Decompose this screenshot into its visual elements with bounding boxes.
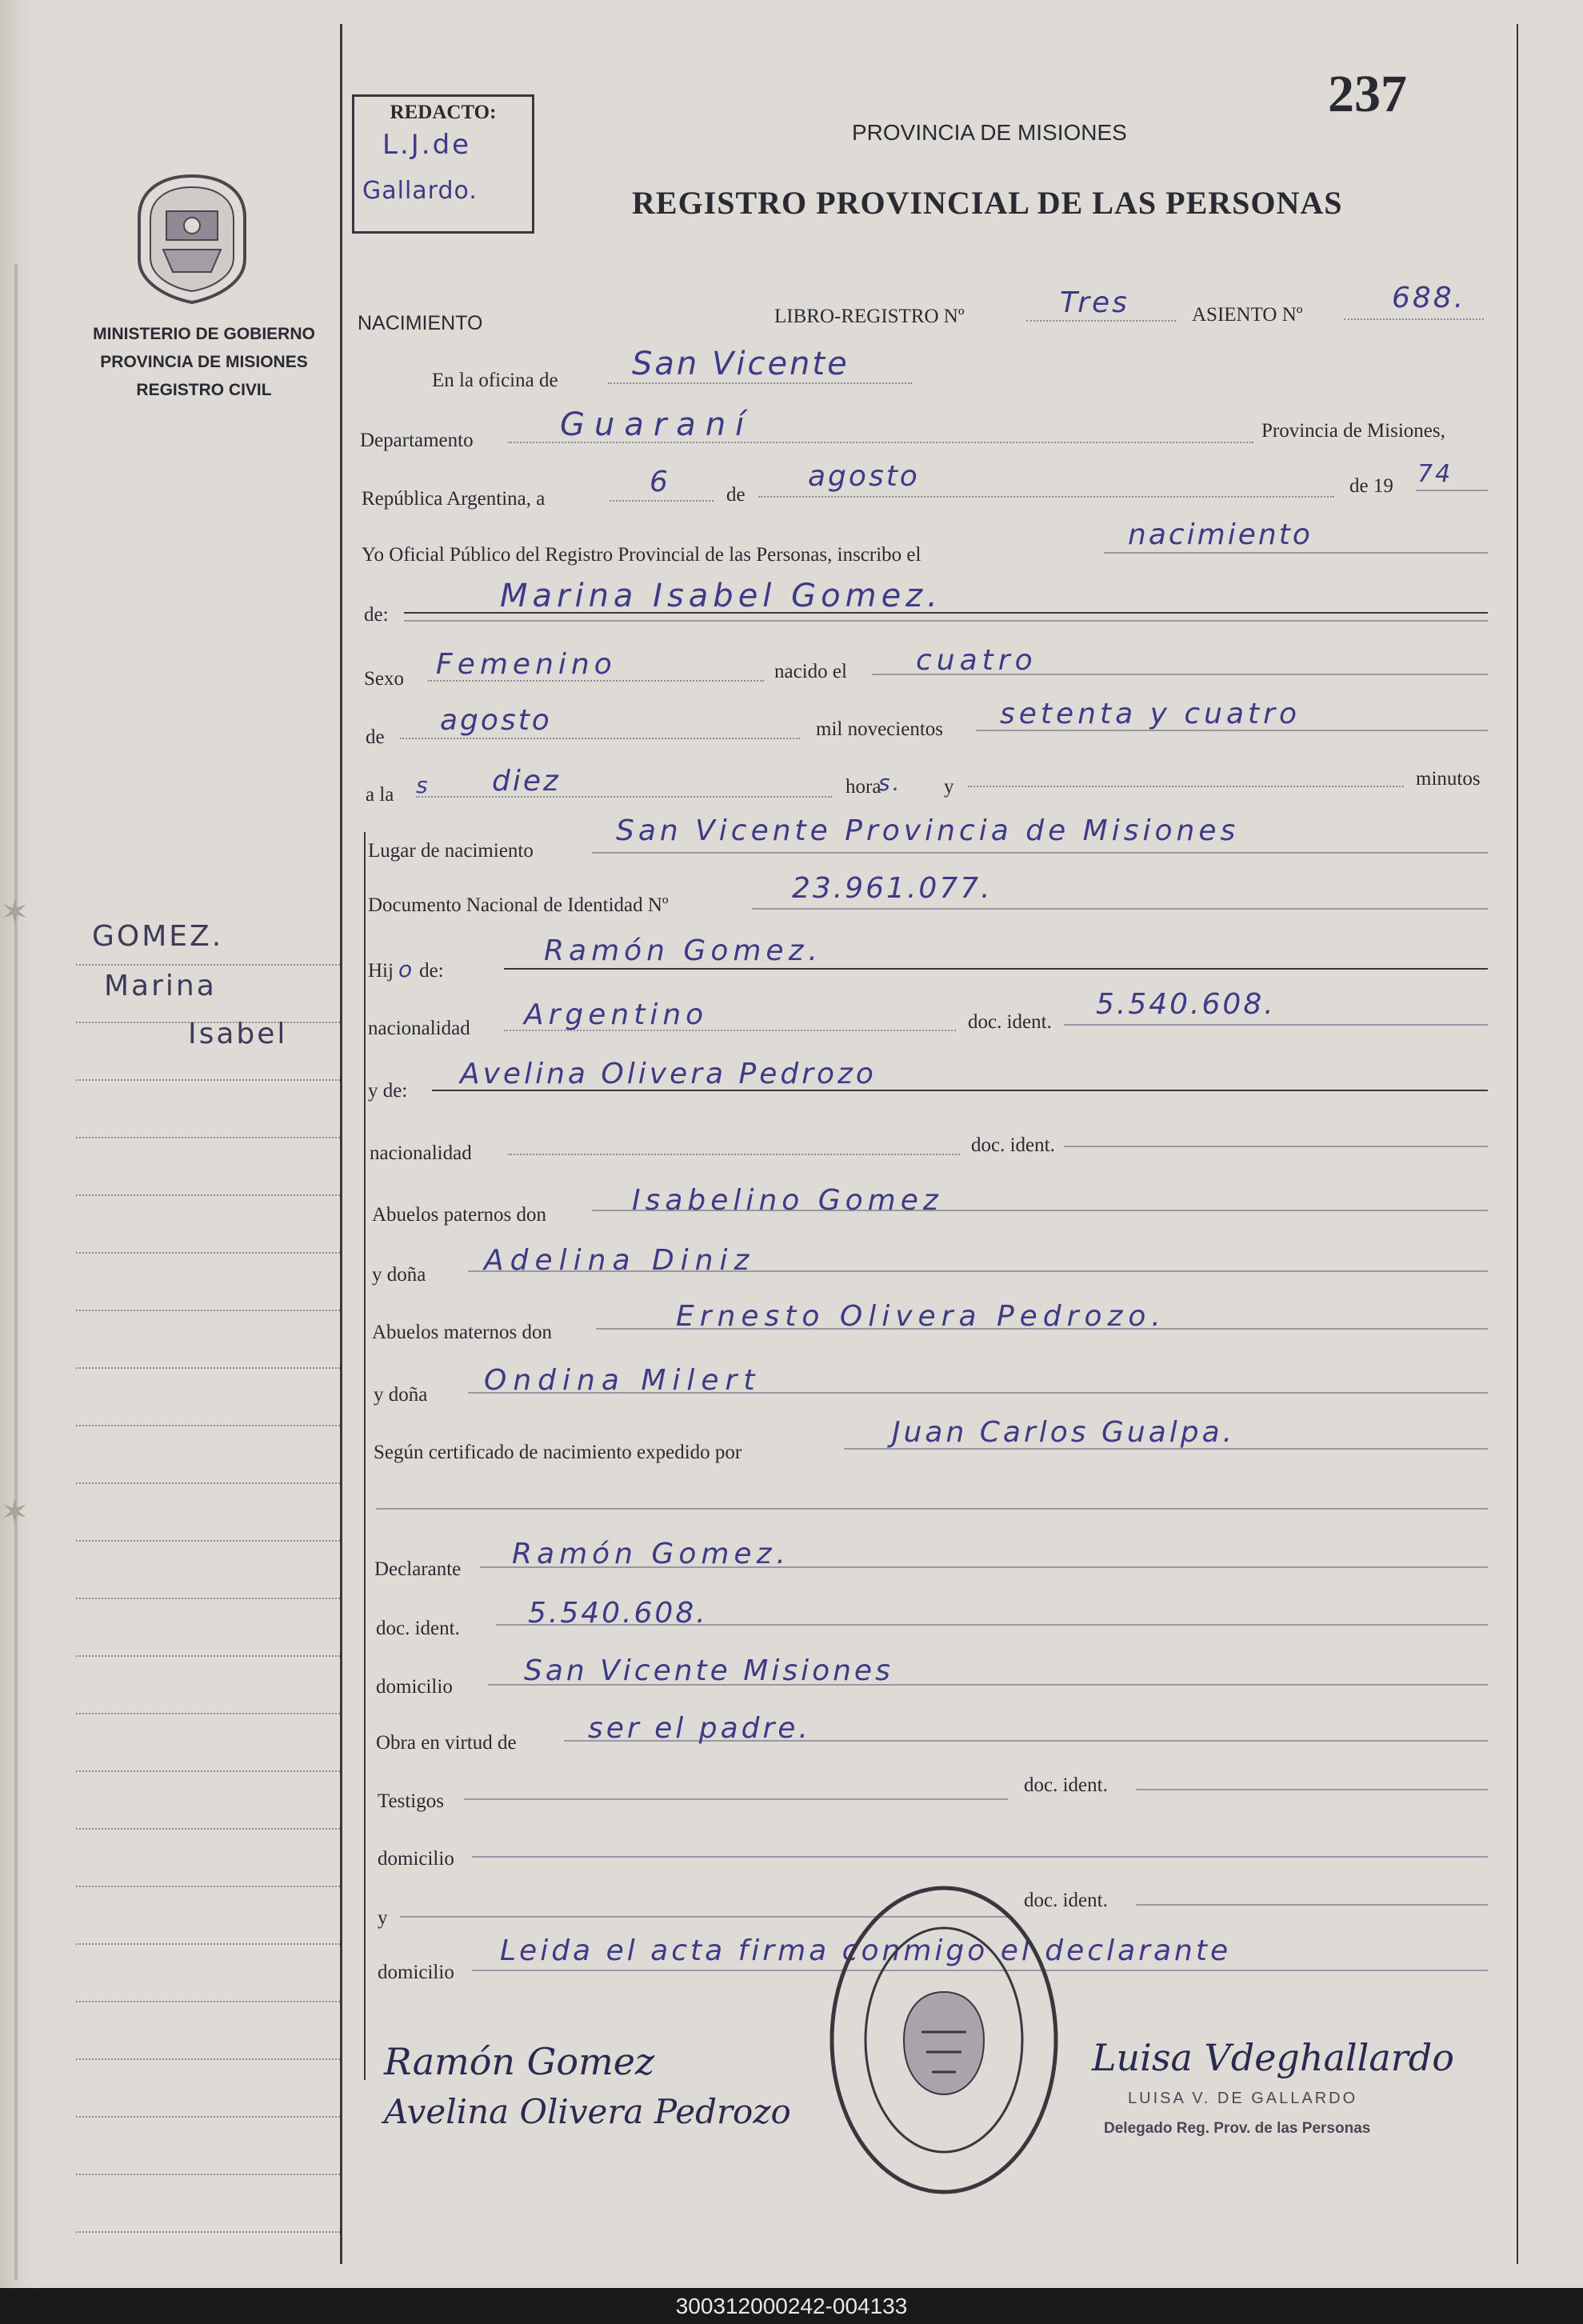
label-de-colon: de: [364,604,389,626]
value-nombre: Marina Isabel Gomez. [500,578,942,614]
redacto-line2: Gallardo. [362,177,478,205]
margin-ruling-line [76,1194,340,1196]
value-asiento: 688. [1392,282,1466,314]
fill-line [610,500,714,502]
value-obra: ser el padre. [588,1712,811,1745]
margin-ruling-line [76,2174,340,2175]
fill-line [472,1856,1488,1858]
fill-line [1136,1904,1488,1906]
label-hij-text: Hij [368,960,394,982]
label-segun: Según certificado de nacimiento expedido por [374,1442,742,1463]
signature-mother: Avelina Olivera Pedrozo [384,2092,791,2131]
fill-line [508,1154,960,1155]
label-hij-de: de: [419,960,444,982]
value-anio: 74 [1417,460,1453,488]
label-sexo: Sexo [364,668,404,690]
value-doc-declarante: 5.540.608. [528,1597,708,1630]
label-y-de: y de: [368,1080,408,1102]
value-hora: diez [492,765,561,798]
fill-line [376,1508,1488,1510]
fill-line [1104,552,1488,554]
value-hora-s: s. [878,770,902,796]
margin-ruling-line [76,1713,340,1714]
label-asiento: ASIENTO Nº [1192,304,1303,326]
redacto-title: REDACTO: [390,102,497,123]
label-ala: a la [366,784,394,806]
margin-ruling-line [76,1655,340,1657]
margin-ruling-line [76,1137,340,1138]
redacto-box [352,94,534,234]
label-departamento: Departamento [360,430,474,451]
value-dia: 6 [650,466,670,498]
label-hora: hora [845,776,881,798]
margin-middle-name: Isabel [188,1018,288,1050]
margin-ruling-line [76,1310,340,1311]
margin-ruling-line [76,1598,340,1599]
fill-line [464,1798,1008,1800]
value-anio-nac: setenta y cuatro [1000,698,1301,730]
official-name: LUISA V. DE GALLARDO [1128,2090,1358,2107]
margin-ruling-line [76,1886,340,1887]
binding-cord [14,264,18,2280]
fill-line [1064,1024,1488,1026]
ministry-heading [56,320,352,404]
fill-line [1064,1146,1488,1147]
label-lugar: Lugar de nacimiento [368,840,534,862]
label-declarante: Declarante [374,1558,462,1580]
value-inscribe: nacimiento [1128,518,1313,551]
province-heading: PROVINCIA DE MISIONES [852,120,1127,145]
label-doc-ident5: doc. ident. [1024,1890,1108,1911]
label-documento: Documento Nacional de Identidad Nº [368,894,669,916]
form-left-border [364,832,366,2080]
margin-ruling-line [76,2231,340,2233]
label-domicilio: domicilio [376,1676,453,1698]
binding-staple: ✶ [0,1492,30,1533]
redacto-line1: L.J.de [382,129,472,161]
margin-divider [340,24,342,2264]
value-abuelo-pat: Isabelino Gomez [632,1184,943,1217]
margin-ruling-line [76,1770,340,1772]
margin-first-name: Marina [104,970,217,1002]
fill-line [400,738,800,739]
label-nacionalidad2: nacionalidad [370,1142,472,1164]
fill-line [1344,318,1484,320]
fill-line [504,968,1488,970]
margin-ruling-line [76,2116,340,2118]
binding-spine [0,0,38,2288]
fill-line [752,908,1488,910]
fill-line [1416,490,1488,491]
signature-official: Luisa Vdeghallardo [1092,2036,1454,2079]
value-dni: 23.961.077. [792,872,993,905]
margin-ruling-line [76,2058,340,2060]
margin-ruling-line [76,1425,340,1426]
value-oficina: San Vicente [632,346,849,382]
ministry-line: MINISTERIO DE GOBIERNO [93,325,315,343]
label-nacimiento: NACIMIENTO [358,312,483,334]
label-testigos: Testigos [378,1790,444,1812]
value-mes-nac: agosto [440,704,552,737]
value-doc-padre: 5.540.608. [1096,988,1276,1021]
label-libro: LIBRO-REGISTRO Nº [774,306,965,327]
value-lugar: San Vicente Provincia de Misiones [616,814,1240,847]
fill-line [1026,320,1176,322]
value-nac-padre: Argentino [524,998,709,1031]
label-doc-ident4: doc. ident. [1024,1774,1108,1796]
label-republica: República Argentina, a [362,488,546,510]
label-yo-oficial: Yo Oficial Público del Registro Provincial de las Personas, inscribo el [362,544,921,566]
margin-ruling-line [76,1367,340,1369]
label-y-dona: y doña [372,1264,426,1286]
signature-father: Ramón Gomez [384,2040,655,2083]
label-abuelos-maternos: Abuelos maternos don [372,1322,552,1343]
margin-ruling-line [76,1943,340,1945]
registry-heading: REGISTRO PROVINCIAL DE LAS PERSONAS [632,185,1343,221]
fill-line [608,382,912,384]
value-domicilio: San Vicente Misiones [524,1654,893,1687]
label-minutos: minutos [1416,768,1481,790]
binding-staple: ✶ [0,892,30,933]
page-number: 237 [1328,65,1407,123]
label-de2: de [366,726,385,748]
label-de: de [726,484,746,506]
fill-line [416,796,832,798]
value-abuela-pat: Adelina Diniz [484,1244,756,1277]
margin-surname: GOMEZ. [92,920,224,953]
label-obra: Obra en virtud de [376,1732,517,1754]
label-doc-ident: doc. ident. [968,1011,1052,1033]
label-domicilio3: domicilio [378,1962,454,1983]
fill-line [968,786,1404,787]
label-mil: mil novecientos [816,718,943,740]
margin-ruling-line [76,1828,340,1830]
margin-ruling-line [76,1540,340,1542]
value-declarante: Ramón Gomez. [512,1538,790,1570]
ministry-line: PROVINCIA DE MISIONES [100,353,308,371]
value-mes: agosto [808,460,920,493]
value-sexo: Femenino [436,648,617,681]
value-abuela-mat: Ondina Milert [484,1364,762,1397]
value-certificado: Juan Carlos Gualpa. [892,1416,1236,1449]
label-y-dona2: y doña [374,1384,428,1406]
label-nacido: nacido el [774,661,847,682]
fill-line [1136,1789,1488,1790]
fill-line [404,620,1488,622]
value-departamento: Guaraní [560,406,754,443]
label-doc-ident3: doc. ident. [376,1618,460,1639]
margin-ruling-line [76,1482,340,1484]
margin-ruling-line [76,1252,340,1254]
fill-line [758,496,1334,498]
value-ala-s: s [416,772,430,798]
value-hij-o: o [398,956,415,982]
label-y: y [944,776,954,798]
label-domicilio2: domicilio [378,1848,454,1870]
ministry-line: REGISTRO CIVIL [136,381,272,399]
label-doc-ident2: doc. ident. [971,1134,1055,1156]
value-abuelo-mat: Ernesto Olivera Pedrozo. [676,1300,1166,1333]
value-padre: Ramón Gomez. [544,934,822,967]
document-id-footer: 300312000242-004133 [0,2288,1583,2324]
value-nacido: cuatro [916,644,1037,677]
label-oficina: En la oficina de [432,370,558,391]
label-hij [368,956,444,982]
value-libro: Tres [1060,286,1129,319]
right-border [1517,24,1518,2264]
label-provincia: Provincia de Misiones, [1261,420,1445,442]
label-de19: de 19 [1349,475,1393,497]
margin-ruling-line [76,964,340,966]
value-madre: Avelina Olivera Pedrozo [460,1058,877,1090]
label-abuelos-paternos: Abuelos paternos don [372,1204,547,1226]
label-nacionalidad: nacionalidad [368,1018,470,1039]
official-title: Delegado Reg. Prov. de las Personas [1104,2120,1371,2137]
margin-ruling-line [76,1079,340,1081]
label-y2: y [378,1907,388,1929]
fill-line [592,852,1488,854]
official-stamp-icon [824,1880,1064,2200]
value-domicilio3: Leida el acta firma conmigo el declarante [500,1934,1232,1967]
province-seal-icon [128,170,256,306]
margin-ruling-line [76,2001,340,2002]
